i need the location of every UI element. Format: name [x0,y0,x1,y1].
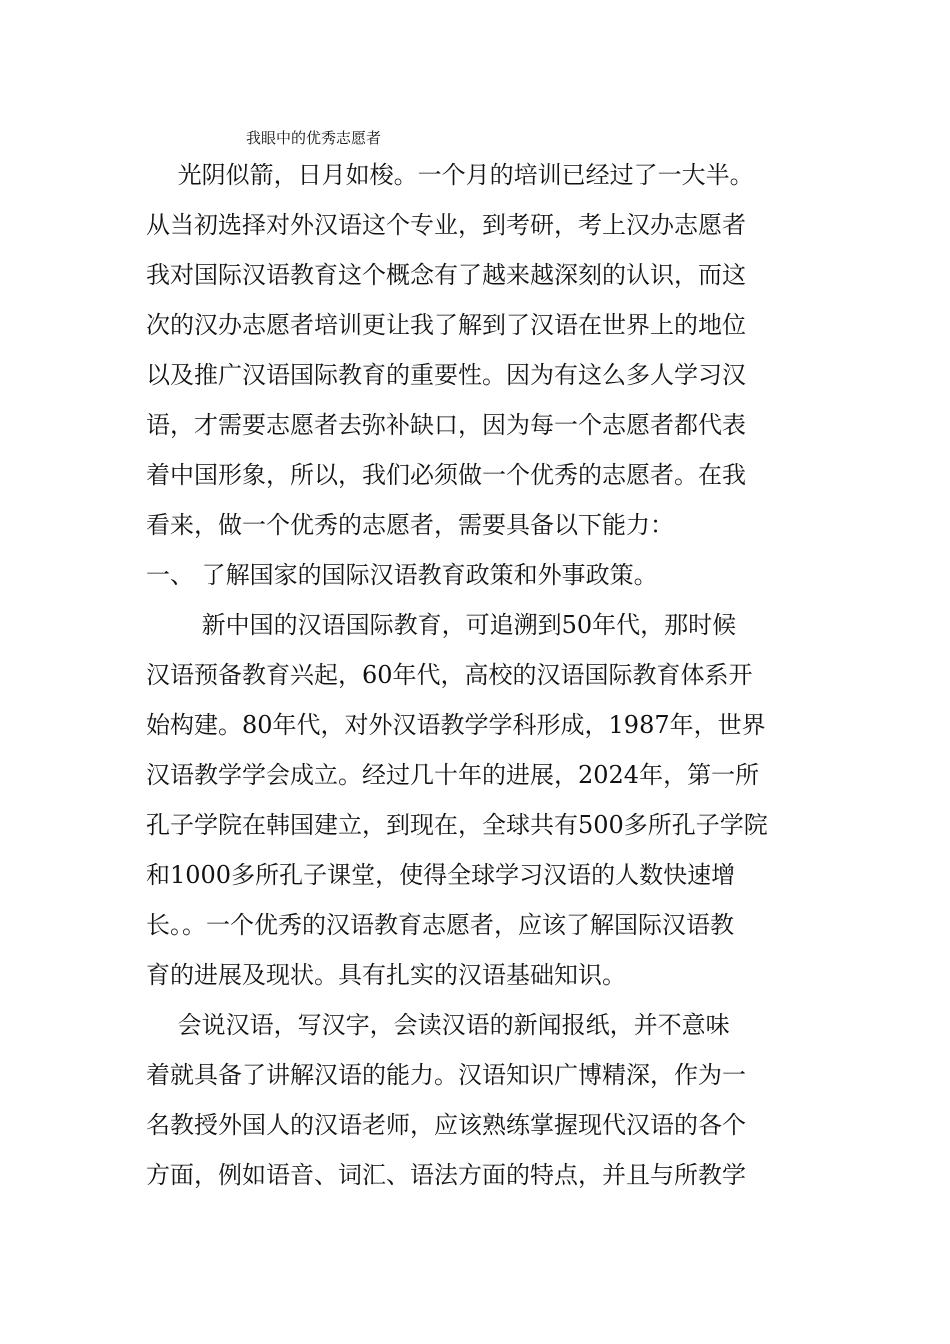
body-line: 从当初选择对外汉语这个专业，到考研，考上汉办志愿者 [146,211,746,239]
body-line: 着中国形象，所以，我们必须做一个优秀的志愿者。在我 [146,461,746,489]
body-line: 我对国际汉语教育这个概念有了越来越深刻的认识，而这 [146,261,746,289]
body-line: 看来，做一个优秀的志愿者，需要具备以下能力： [146,511,674,539]
body-line: 光阴似箭，日月如梭。一个月的培训已经过了一大半。 [146,161,754,189]
body-line: 次的汉办志愿者培训更让我了解到了汉语在世界上的地位 [146,311,746,339]
body-line: 新中国的汉语国际教育，可追溯到50年代，那时候 [146,611,737,639]
body-line: 长。。一个优秀的汉语教育志愿者，应该了解国际汉语教 [146,911,734,939]
body-line: 孔子学院在韩国建立，到现在，全球共有500多所孔子学院 [146,811,768,839]
body-line: 育的进展及现状。具有扎实的汉语基础知识。 [146,961,626,989]
body-line: 汉语预备教育兴起，60年代，高校的汉语国际教育体系开 [146,661,753,689]
body-line: 着就具备了讲解汉语的能力。汉语知识广博精深，作为一 [146,1061,746,1089]
body-line: 方面，例如语音、词汇、语法方面的特点，并且与所教学 [146,1161,746,1189]
body-line: 汉语教学学会成立。经过几十年的进展，2024年，第一所 [146,761,760,789]
body-line: 语，才需要志愿者去弥补缺口，因为每一个志愿者都代表 [146,411,746,439]
section-heading: 一、 了解国家的国际汉语教育政策和外事政策。 [146,561,658,589]
body-line: 始构建。80年代，对外汉语教学学科形成，1987年，世界 [146,711,766,739]
body-line: 以及推广汉语国际教育的重要性。因为有这么多人学习汉 [146,361,746,389]
document-title: 我眼中的优秀志愿者 [246,129,382,147]
body-line: 会说汉语，写汉字，会读汉语的新闻报纸，并不意味 [146,1011,730,1039]
body-line: 和1000多所孔子课堂，使得全球学习汉语的人数快速增 [146,861,736,889]
body-line: 名教授外国人的汉语老师，应该熟练掌握现代汉语的各个 [146,1111,746,1139]
